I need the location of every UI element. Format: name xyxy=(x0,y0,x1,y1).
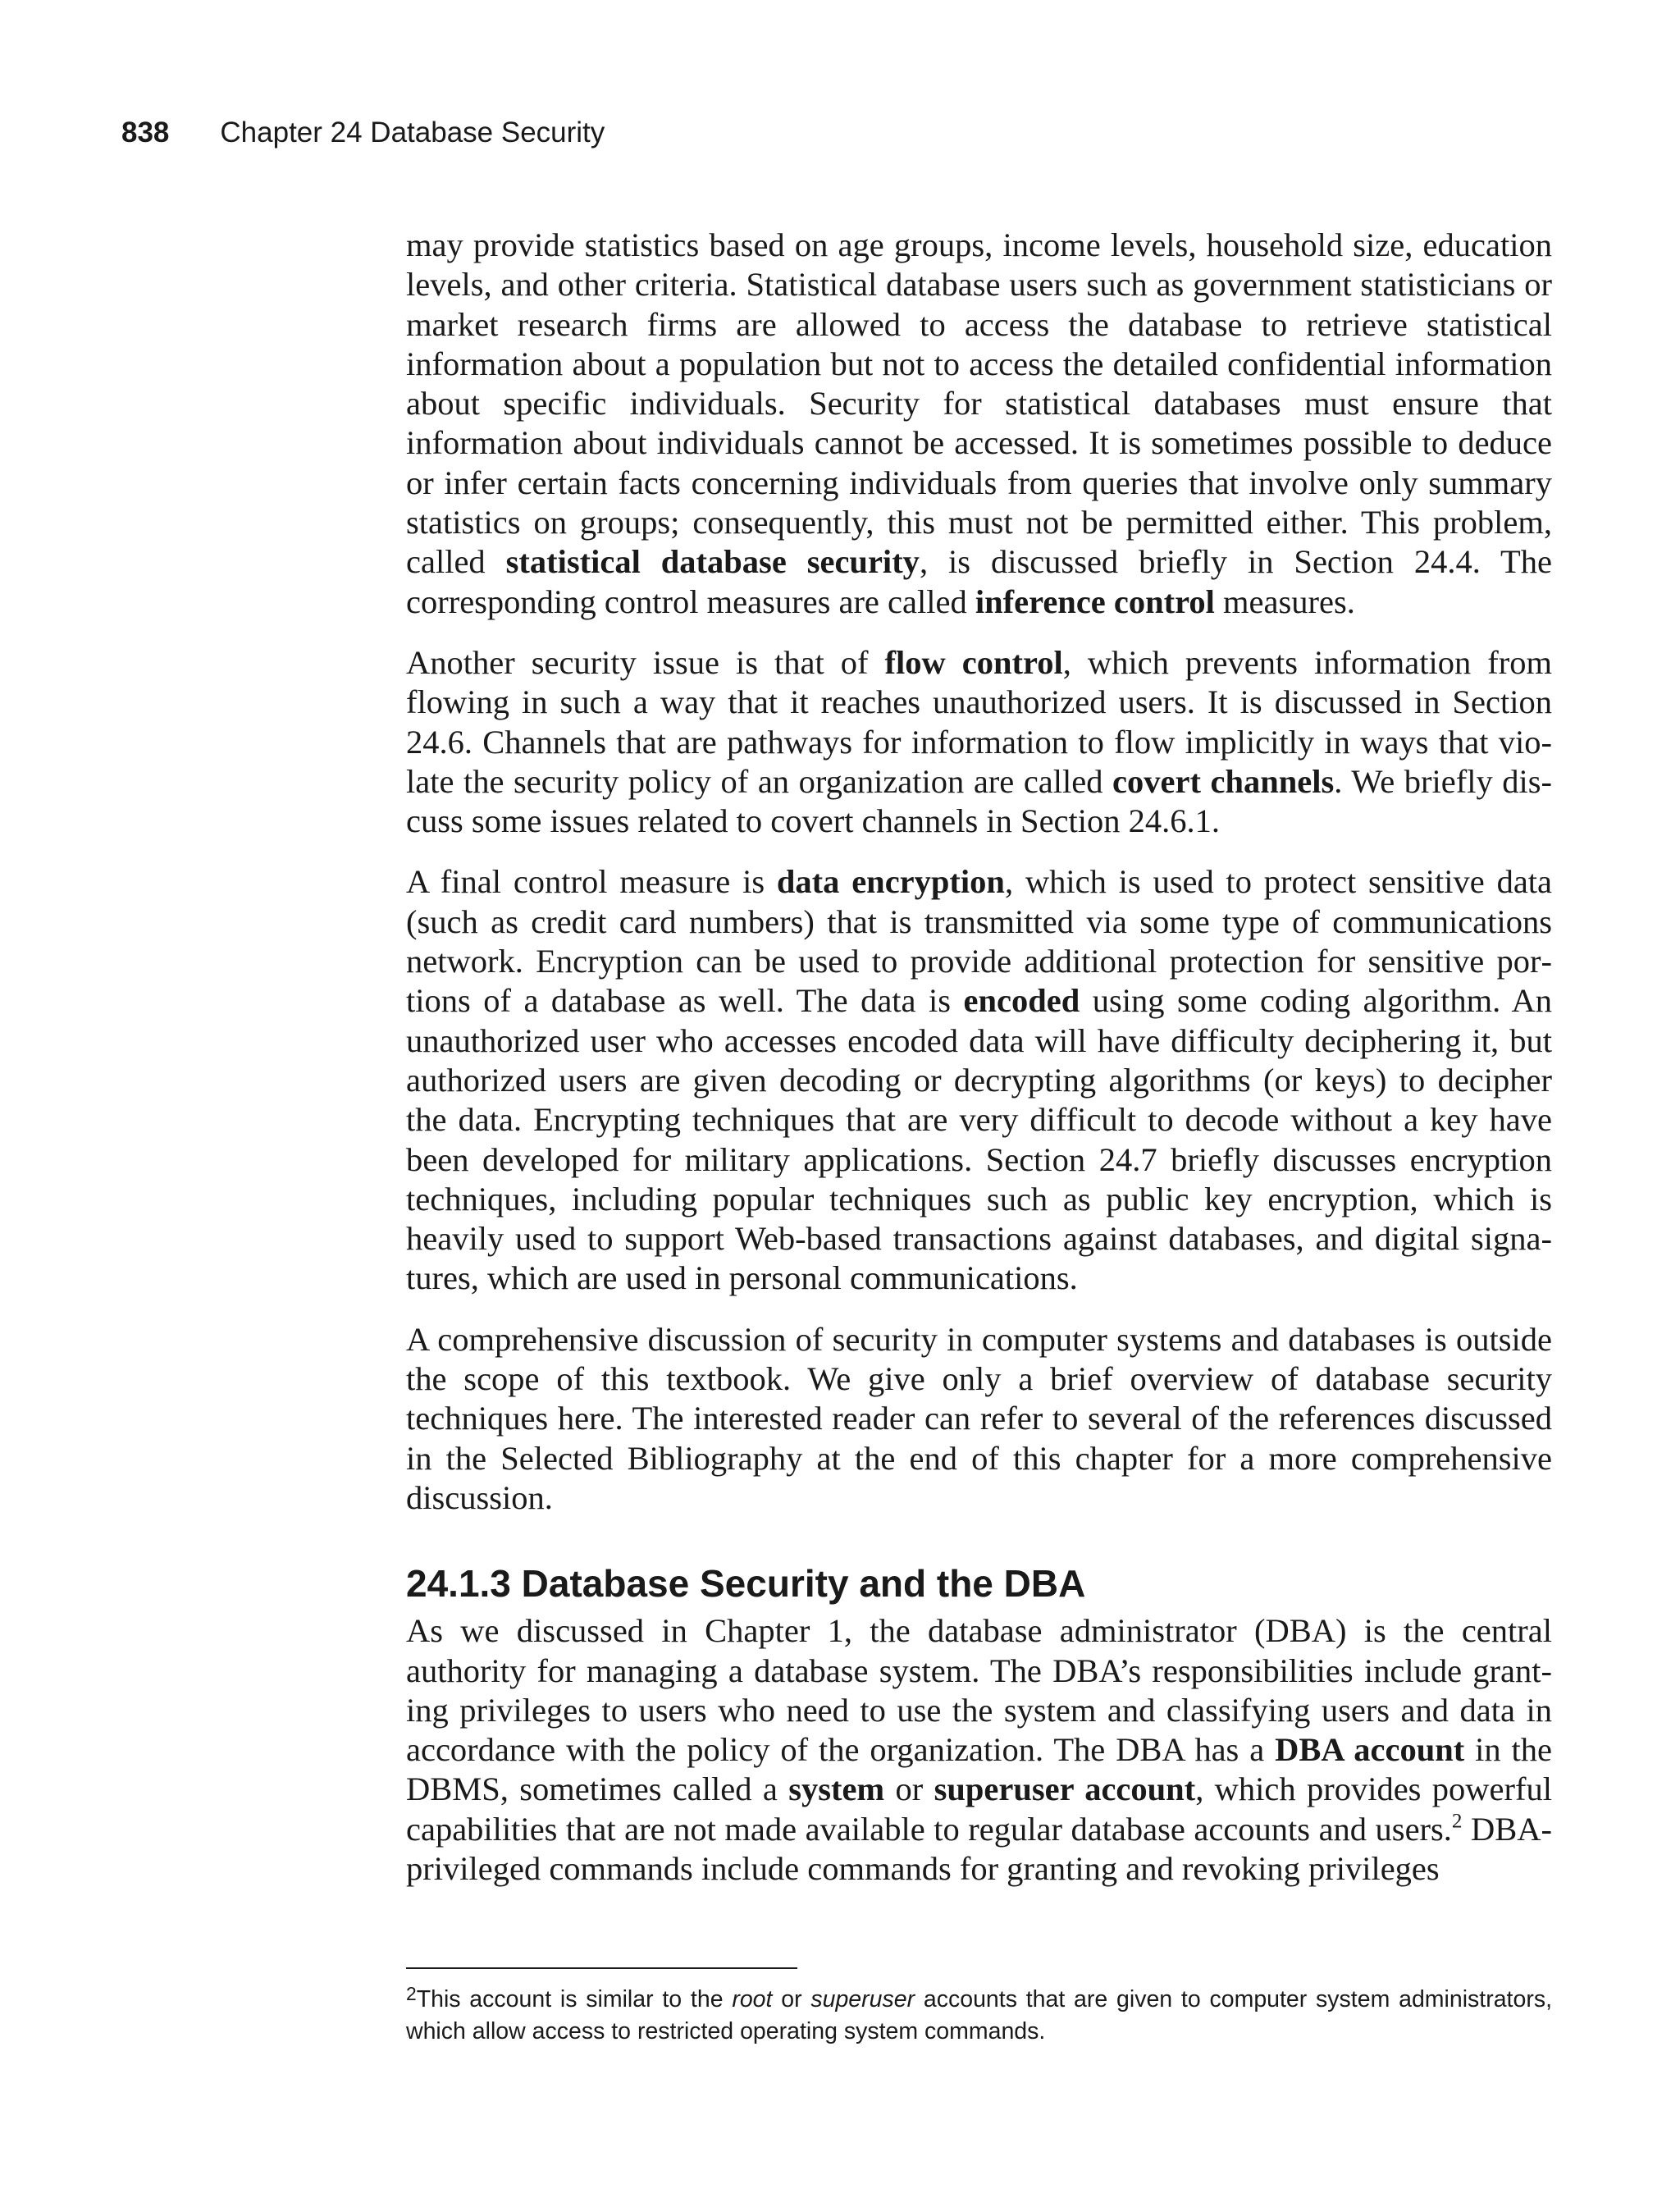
footnote-divider xyxy=(406,1967,797,1969)
bold-term: inference control xyxy=(975,582,1215,620)
text-run: , which is used to protect sensitive data (such as credit card numbers) that is transmitted via some type of communications network. Encryption can be used to provide additional protection for sensitive portions of a database as well. The data is xyxy=(406,863,1553,1020)
text-run: measures. xyxy=(1214,582,1355,620)
text-run: using some coding algorithm. An unauthorized user who accesses encoded data will have difficulty deciphering it, but authorized users are given decoding or decrypting algorithms (or keys) to decipher the data. Encrypting techniques that are very difficult to decode without a key have been developed for military applications. Section 24.7 briefly discusses encryption techniques, including popular techniques such as public key encryption, which is heavily used to support Web-based transactions against databases, and digital signatures, which are used in personal communications. xyxy=(406,982,1553,1297)
footnote xyxy=(406,1984,1552,2048)
text-run: , which provides powerful capabilities that are not made available to regular database accounts and users. xyxy=(406,1770,1552,1848)
text-run: , is discussed briefly in Section 24.4. The corresponding control measures are called xyxy=(406,543,1553,620)
text-run: . We briefly discuss some issues related to covert channels in Section 24.6.1. xyxy=(406,762,1552,840)
text-run: accounts that are given to computer system administrators, which allow access to restricted operating system commands. xyxy=(406,1986,1552,2044)
text-run: or xyxy=(772,1986,811,2012)
paragraph-flow-control xyxy=(406,643,1552,841)
running-title: Chapter 24 Database Security xyxy=(220,116,605,148)
text-run: A final control measure is xyxy=(406,863,777,901)
text-run: This account is similar to the xyxy=(416,1986,733,2012)
running-head xyxy=(121,116,605,149)
bold-term: encoded xyxy=(963,982,1080,1020)
paragraph-data-encryption xyxy=(406,862,1552,1298)
text-run: , which prevents information from flowing in such a way that it reaches unauthorized users. It is discussed in Section 24.6. Channels that are pathways for information to flow implicitly in ways that violate the security policy of an organization are called xyxy=(406,643,1552,800)
bold-term: statistical database security xyxy=(505,543,920,581)
bold-term: superuser account xyxy=(934,1770,1196,1808)
footnote-reference[interactable]: 2 xyxy=(1451,1810,1463,1833)
italic-term: root xyxy=(732,1986,773,2012)
paragraph-statistical-security xyxy=(406,226,1552,622)
paragraph-scope xyxy=(406,1320,1552,1518)
page-number: 838 xyxy=(121,116,170,148)
paragraph-dba xyxy=(406,1611,1552,1889)
main-text xyxy=(406,226,1552,1910)
bold-term: system xyxy=(788,1770,885,1808)
bold-term: flow control xyxy=(884,643,1063,681)
text-run: may provide statistics based on age groups, income levels, household size, education levels, and other criteria. Statistical database users such as government statisticians or market research firms are allowed to access the database to retrieve statistical information about a population but not to access the detailed confidential information about specific individuals. Security for statistical databases must ensure that information about individuals cannot be accessed. It is sometimes possible to deduce or infer certain facts concerning individuals from queries that involve only summary statistics on groups; consequently, this must not be permitted either. This problem, called xyxy=(406,226,1552,581)
text-run: DBA-privileged commands include commands for granting and revoking privileges xyxy=(406,1810,1552,1887)
text-run: Another security issue is that of xyxy=(406,643,885,681)
italic-term: superuser xyxy=(810,1986,915,2012)
bold-term: covert channels xyxy=(1112,762,1335,800)
text-run: in the DBMS, sometimes called a xyxy=(406,1731,1552,1808)
section-heading: 24.1.3 Database Security and the DBA xyxy=(406,1562,1086,1606)
text-run: As we discussed in Chapter 1, the database administrator (DBA) is the central authority for managing a database system. The DBA’s responsibilities include granting privileges to users who need to use the system and classifying users and data in accordance with the policy of the organization. The DBA has a xyxy=(406,1612,1552,1769)
text-run: A comprehensive discussion of security in computer systems and databases is outside the scope of this textbook. We give only a brief overview of database security techniques here. The interested reader can refer to several of the references discussed in the Selected Bibliography at the end of this chapter for a more comprehensive discussion. xyxy=(406,1320,1552,1516)
footnote-mark: 2 xyxy=(406,1983,417,2005)
text-run: or xyxy=(884,1770,934,1808)
bold-term: DBA account xyxy=(1275,1731,1465,1769)
bold-term: data encryption xyxy=(776,863,1005,901)
